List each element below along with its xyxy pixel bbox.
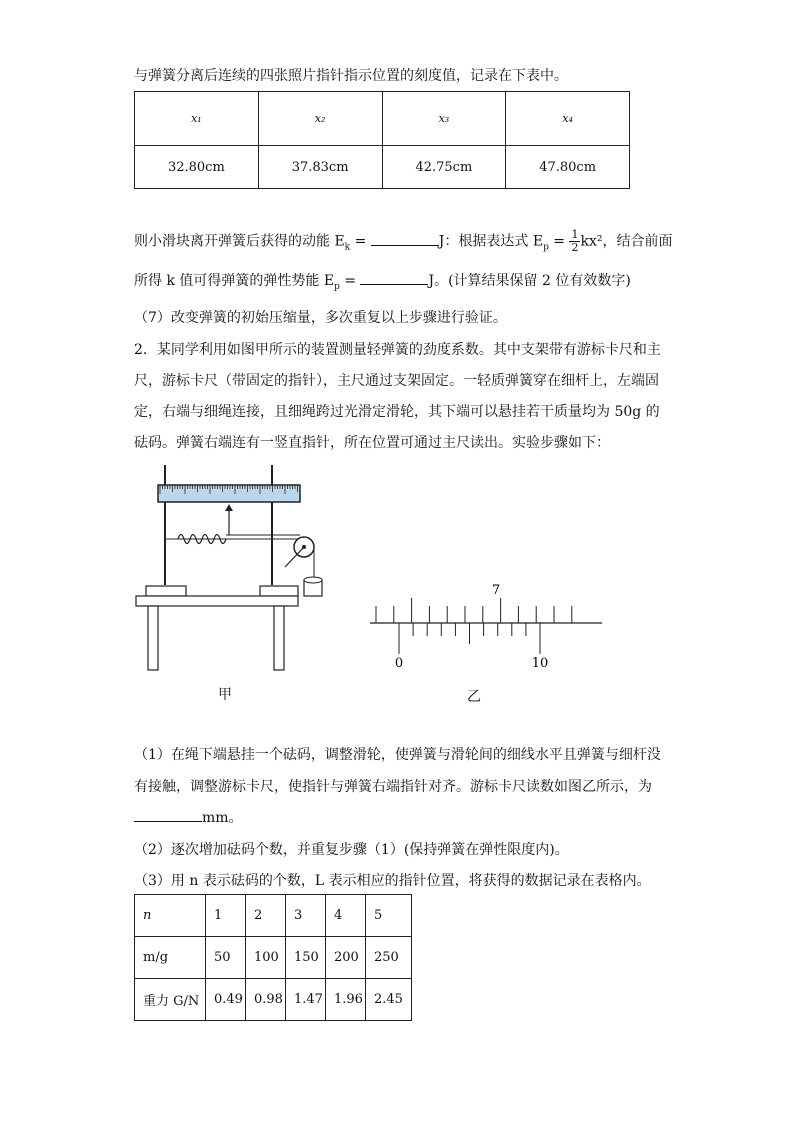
- table-cell: 2: [246, 895, 286, 937]
- table-cell: 1: [206, 895, 246, 937]
- answer-blank[interactable]: [360, 270, 428, 285]
- table-cell: 1.96: [326, 979, 366, 1021]
- vernier-figure: [365, 578, 610, 673]
- table-cell: 0.98: [246, 979, 286, 1021]
- table-header: x₄: [506, 92, 630, 146]
- table-cell: 42.75cm: [382, 146, 506, 189]
- table-cell: 4: [326, 895, 366, 937]
- table-cell: 0.49: [206, 979, 246, 1021]
- table-cell: 37.83cm: [258, 146, 382, 189]
- step2: （2）逐次增加砝码个数，并重复步骤（1）(保持弹簧在弹性限度内)。: [134, 842, 569, 858]
- vernier-label-0: 0: [394, 656, 404, 671]
- table-header: x₁: [135, 92, 259, 146]
- problem2-line1: 2．某同学利用如图甲所示的装置测量轻弹簧的劲度系数。其中支架带有游标卡尺和主: [134, 342, 661, 358]
- weights-table: [134, 894, 412, 1021]
- row-label: m/g: [135, 937, 206, 979]
- figure-label-jia: 甲: [218, 687, 232, 703]
- table-cell: 100: [246, 937, 286, 979]
- table-cell: 150: [286, 937, 326, 979]
- table-cell: 3: [286, 895, 326, 937]
- table-cell: 200: [326, 937, 366, 979]
- problem2-line4: 砝码。弹簧右端连有一竖直指针，所在位置可通过主尺读出。实验步骤如下：: [134, 435, 610, 451]
- fraction: $\frac{1}{2}$: [571, 228, 579, 254]
- figure-label-yi: 乙: [467, 689, 481, 705]
- table-cell: 2.45: [366, 979, 412, 1021]
- step1-line1: （1）在绳下端悬挂一个砝码，调整滑轮，使弹簧与滑轮间的细线水平且弹簧与细杆没: [134, 747, 661, 763]
- table-cell: 1.47: [286, 979, 326, 1021]
- intro-line: 与弹簧分离后连续的四张照片指针指示位置的刻度值，记录在下表中。: [134, 68, 568, 84]
- table-cell: 47.80cm: [506, 146, 630, 189]
- table-cell: 50: [206, 937, 246, 979]
- table-cell: 32.80cm: [135, 146, 259, 189]
- apparatus-figure: [130, 455, 330, 715]
- answer-blank[interactable]: [371, 231, 439, 246]
- step7: （7）改变弹簧的初始压缩量，多次重复以上步骤进行验证。: [134, 310, 507, 326]
- q6-line2: 所得 k 值可得弹簧的弹性势能 $E_p = J$。(计算结果保留 2 位有效数字): [134, 270, 631, 297]
- row-label: n: [135, 895, 206, 937]
- step1-line2: 有接触，调整游标卡尺，使指针与弹簧右端指针对齐。游标卡尺读数如图乙所示，为: [134, 779, 652, 795]
- table-header: x₃: [382, 92, 506, 146]
- position-table: [134, 91, 630, 189]
- vernier-label-10: 10: [531, 656, 549, 671]
- vernier-top-label: 7: [491, 583, 501, 598]
- table-cell: 250: [366, 937, 412, 979]
- problem2-line3: 定，右端与细绳连接，且细绳跨过光滑定滑轮，其下端可以悬挂若干质量均为 50g 的: [134, 404, 660, 420]
- q6-line1: 则小滑块离开弹簧后获得的动能 $E_k = J$：根据表达式 $E_p$ = $\frac{1}{2}$ kx²，结合前面: [134, 228, 673, 254]
- answer-blank[interactable]: [134, 807, 202, 822]
- step1-line3: mm。: [134, 807, 243, 828]
- problem2-line2: 尺，游标卡尺（带固定的指针），主尺通过支架固定。一轻质弹簧穿在细杆上，左端固: [134, 373, 659, 389]
- step3: （3）用 n 表示砝码的个数，L 表示相应的指针位置，将获得的数据记录在表格内。: [134, 873, 651, 889]
- row-label: 重力 G/N: [135, 979, 206, 1021]
- table-header: x₂: [258, 92, 382, 146]
- table-cell: 5: [366, 895, 412, 937]
